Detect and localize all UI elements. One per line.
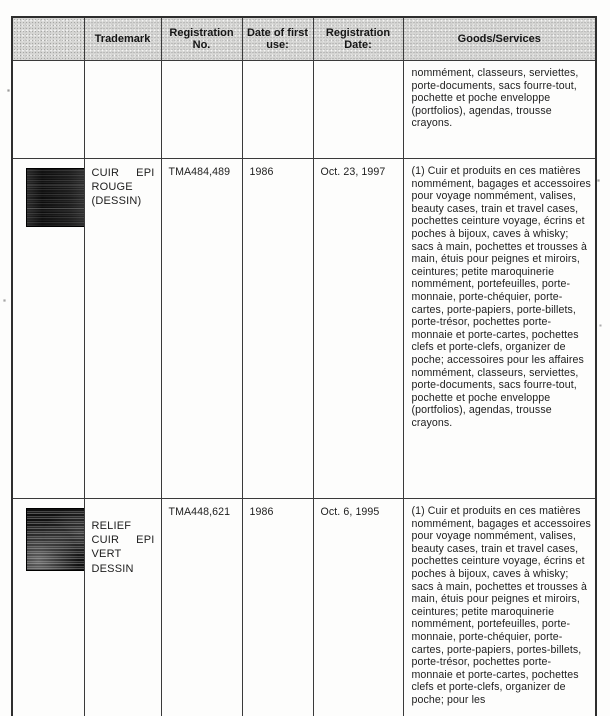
trademark-label-line: VERT [91, 548, 122, 561]
table-row [12, 61, 596, 159]
goods-services-text: (1) Cuir et produits en ces matières nommément, bagages et accessoires pour voyage nommément, valises, beauty cases, train et travel cases, pochettes ceinture voyage, écrins et poches à bijoux, caves à whisky; sacs à main, pochettes et trousses à main, étuis pour peignes et miroirs, ceintures; petite maroquinerie nommément, portefeuilles, porte-monnaie, porte-chéquier, porte-cartes, porte-papiers, porte-billets, porte-trésor, pochettes porte-monnaie et porte-cartes, pochettes clefs et porte-clefs, organizer de poche; accessoires pour les affaires nommément, classeurs, serviettes, porte-documents, sacs fourre-tout, pochette et poche enveloppe (portfolios), agendas, trousse crayons. [411, 165, 591, 429]
trademark-name-cell [84, 159, 161, 499]
trademark-label-line: ROUGE [91, 181, 133, 194]
trademark-specimen-image-cuir-epi-rouge [26, 168, 88, 227]
header-cell-trademark: Trademark [84, 17, 161, 61]
trademark-label [92, 519, 156, 576]
goods-services-cell [403, 61, 596, 159]
registration-no: TMA484,489 [168, 166, 231, 178]
trademark-label [92, 166, 156, 209]
header-cell-date-of-first-use: Date of first use: [242, 17, 313, 61]
header-cell-registration-no: Registration No. [161, 17, 242, 61]
goods-services-text: nommément, classeurs, serviettes, porte-documents, sacs fourre-tout, pochette et poche enveloppe (portfolios), agendas, trousse crayons. [411, 67, 579, 130]
registration-date: Oct. 23, 1997 [320, 166, 386, 178]
trademark-label-line: RELIEF [91, 520, 132, 532]
trademark-image-cell [12, 61, 84, 159]
table-body [12, 61, 596, 716]
registration-no-cell [161, 61, 242, 159]
registration-date-cell [313, 159, 403, 499]
trademark-label-line: (DESSIN) [91, 195, 142, 208]
registration-date-cell [313, 499, 403, 716]
first-use-cell [242, 159, 313, 499]
trademark-registrations-table [11, 16, 597, 716]
registration-no: TMA448,621 [168, 506, 231, 518]
trademark-image-cell [12, 499, 84, 716]
registration-date-cell [313, 61, 403, 159]
first-use-cell [242, 61, 313, 159]
first-use-year: 1986 [249, 506, 274, 518]
trademark-label-line: CUIR EPI [91, 167, 155, 179]
table-row [12, 499, 596, 716]
goods-services-cell [403, 159, 596, 499]
table-row [12, 159, 596, 499]
header-cell-image [12, 17, 84, 61]
trademark-label-line: CUIR EPI [91, 534, 155, 547]
header-cell-registration-date: Registration Date: [313, 17, 403, 61]
scan-noise-speckles [0, 0, 1, 1]
header-cell-goods-services: Goods/Services [403, 17, 596, 61]
trademark-name-cell [84, 61, 161, 159]
first-use-cell [242, 499, 313, 716]
trademark-image-cell [12, 159, 84, 499]
registration-no-cell [161, 499, 242, 716]
registration-no-cell [161, 159, 242, 499]
goods-services-cell [403, 499, 596, 716]
goods-services-text: (1) Cuir et produits en ces matières nommément, bagages et accessoires pour voyage nommément, valises, beauty cases, train et travel cases, pochettes ceinture voyage, écrins et poches à bijoux, caves à whisky; sacs à main, pochettes et trousses à main, étuis pour peignes et miroirs, ceintures; petite maroquinerie nommément, portefeuilles, porte-monnaie, porte-chéquier, porte-cartes, porte-papiers, portes-billets, porte-trésor, pochettes porte-monnaie et porte-cartes, pochettes clefs et porte-clefs, organizer de poche; pour les [411, 505, 591, 706]
table-header-row [12, 17, 596, 61]
registration-date: Oct. 6, 1995 [320, 506, 380, 518]
trademark-name-cell [84, 499, 161, 716]
trademark-specimen-image-relief-cuir-epi-vert [26, 508, 91, 571]
first-use-year: 1986 [249, 166, 274, 178]
trademark-label-line: DESSIN [91, 562, 134, 575]
